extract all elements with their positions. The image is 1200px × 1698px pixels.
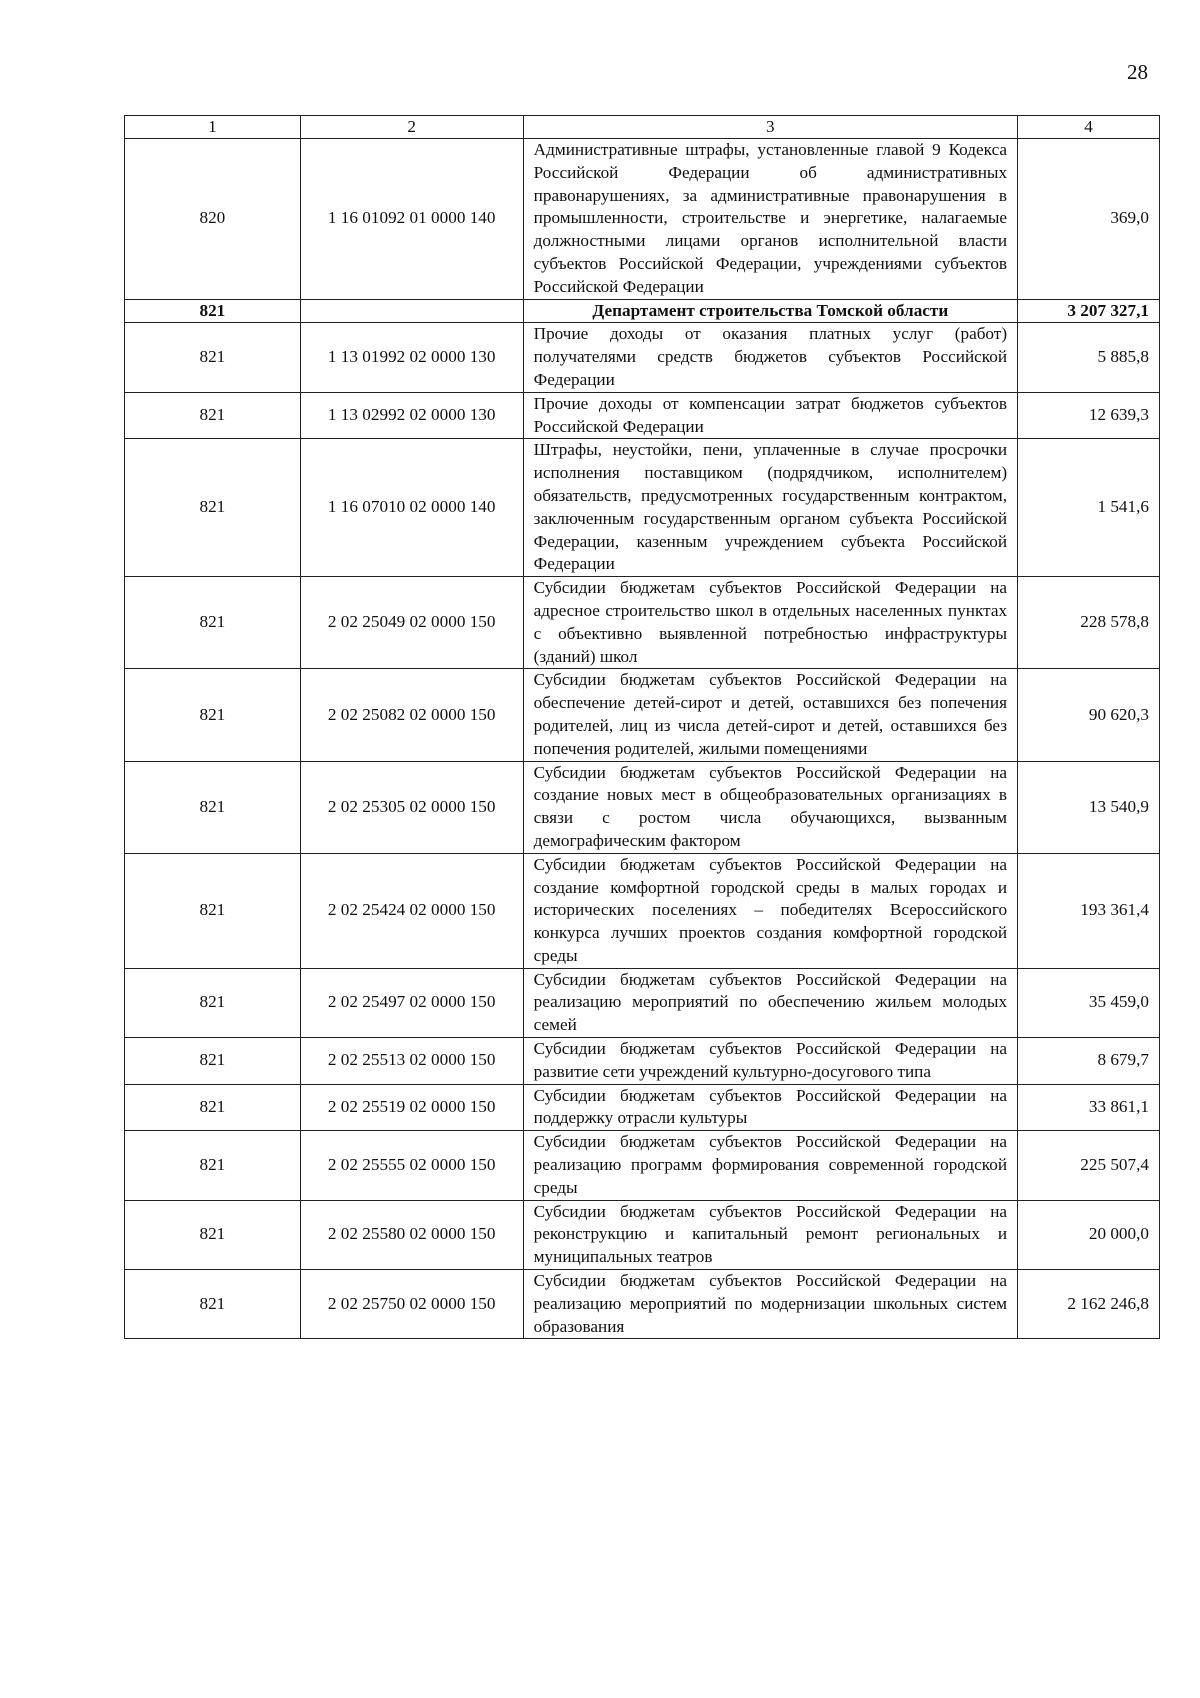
budget-code-cell: 2 02 25049 02 0000 150 [300,577,523,669]
column-number-2: 2 [300,116,523,139]
amount-cell: 13 540,9 [1018,761,1160,853]
budget-code-cell: 2 02 25082 02 0000 150 [300,669,523,761]
department-name-cell: Департамент строительства Томской области [523,299,1017,323]
admin-code-cell: 821 [125,1131,301,1200]
description-cell: Субсидии бюджетам субъектов Российской Федерации на реализацию мероприятий по модернизации школьных систем образования [523,1270,1017,1339]
description-cell: Субсидии бюджетам субъектов Российской Федерации на поддержку отрасли культуры [523,1084,1017,1131]
column-number-1: 1 [125,116,301,139]
admin-code-cell: 821 [125,853,301,968]
amount-cell: 35 459,0 [1018,968,1160,1037]
table-row [125,323,1160,392]
amount-cell: 1 541,6 [1018,439,1160,577]
table-row [125,1270,1160,1339]
amount-cell: 369,0 [1018,139,1160,300]
table-row [125,439,1160,577]
description-cell: Прочие доходы от оказания платных услуг (работ) получателями средств бюджетов субъектов Российской Федерации [523,323,1017,392]
budget-code-cell: 2 02 25580 02 0000 150 [300,1200,523,1269]
column-number-4: 4 [1018,116,1160,139]
budget-code-cell: 2 02 25497 02 0000 150 [300,968,523,1037]
department-row [125,299,1160,323]
budget-code-cell [300,299,523,323]
description-cell: Субсидии бюджетам субъектов Российской Федерации на адресное строительство школ в отдельных населенных пунктах с объективно выявленной потребностью инфраструктуры (зданий) школ [523,577,1017,669]
description-cell: Субсидии бюджетам субъектов Российской Федерации на создание комфортной городской среды в малых городах и исторических поселениях – победителях Всероссийского конкурса лучших проектов создания комфортной городской среды [523,853,1017,968]
table-row [125,1084,1160,1131]
description-cell: Прочие доходы от компенсации затрат бюджетов субъектов Российской Федерации [523,392,1017,439]
budget-code-cell: 1 16 01092 01 0000 140 [300,139,523,300]
table-row [125,853,1160,968]
description-cell: Субсидии бюджетам субъектов Российской Федерации на реконструкцию и капитальный ремонт региональных и муниципальных театров [523,1200,1017,1269]
budget-code-cell: 2 02 25305 02 0000 150 [300,761,523,853]
amount-cell: 12 639,3 [1018,392,1160,439]
budget-code-cell: 2 02 25519 02 0000 150 [300,1084,523,1131]
department-total-cell: 3 207 327,1 [1018,299,1160,323]
budget-code-cell: 1 13 02992 02 0000 130 [300,392,523,439]
budget-table [124,115,1160,1339]
admin-code-cell: 820 [125,139,301,300]
admin-code-cell: 821 [125,968,301,1037]
budget-code-cell: 2 02 25424 02 0000 150 [300,853,523,968]
description-cell: Административные штрафы, установленные главой 9 Кодекса Российской Федерации об административных правонарушениях, за административные правонарушения в промышленности, строительстве и энергетике, налагаемые должностными лицами органов исполнительной власти субъектов Российской Федерации, учреждениями субъектов Российской Федерации [523,139,1017,300]
table-row [125,577,1160,669]
description-cell: Штрафы, неустойки, пени, уплаченные в случае просрочки исполнения поставщиком (подрядчиком, исполнителем) обязательств, предусмотренных государственным контрактом, заключенным государственным органом субъекта Российской Федерации, казенным учреждением субъекта Российской Федерации [523,439,1017,577]
table-row [125,761,1160,853]
admin-code-cell: 821 [125,439,301,577]
admin-code-cell: 821 [125,392,301,439]
amount-cell: 8 679,7 [1018,1038,1160,1085]
admin-code-cell: 821 [125,1084,301,1131]
admin-code-cell: 821 [125,1270,301,1339]
admin-code-cell: 821 [125,577,301,669]
description-cell: Субсидии бюджетам субъектов Российской Федерации на создание новых мест в общеобразовательных организациях в связи с ростом числа обучающихся, вызванным демографическим фактором [523,761,1017,853]
description-cell: Субсидии бюджетам субъектов Российской Федерации на развитие сети учреждений культурно-досугового типа [523,1038,1017,1085]
budget-code-cell: 1 16 07010 02 0000 140 [300,439,523,577]
budget-code-cell: 1 13 01992 02 0000 130 [300,323,523,392]
table-row [125,1200,1160,1269]
table-row [125,1131,1160,1200]
admin-code-cell: 821 [125,1038,301,1085]
description-cell: Субсидии бюджетам субъектов Российской Федерации на обеспечение детей-сирот и детей, оставшихся без попечения родителей, лиц из числа детей-сирот и детей, оставшихся без попечения родителей, жилыми помещениями [523,669,1017,761]
table-row [125,392,1160,439]
page-number: 28 [1127,60,1148,84]
table-row [125,968,1160,1037]
amount-cell: 33 861,1 [1018,1084,1160,1131]
amount-cell: 90 620,3 [1018,669,1160,761]
amount-cell: 193 361,4 [1018,853,1160,968]
table-row [125,669,1160,761]
amount-cell: 20 000,0 [1018,1200,1160,1269]
table-header-row [125,116,1160,139]
admin-code-cell: 821 [125,323,301,392]
admin-code-cell: 821 [125,669,301,761]
admin-code-cell: 821 [125,1200,301,1269]
amount-cell: 2 162 246,8 [1018,1270,1160,1339]
budget-code-cell: 2 02 25750 02 0000 150 [300,1270,523,1339]
budget-code-cell: 2 02 25513 02 0000 150 [300,1038,523,1085]
amount-cell: 228 578,8 [1018,577,1160,669]
amount-cell: 225 507,4 [1018,1131,1160,1200]
description-cell: Субсидии бюджетам субъектов Российской Федерации на реализацию мероприятий по обеспечению жильем молодых семей [523,968,1017,1037]
admin-code-cell: 821 [125,761,301,853]
budget-code-cell: 2 02 25555 02 0000 150 [300,1131,523,1200]
column-number-3: 3 [523,116,1017,139]
description-cell: Субсидии бюджетам субъектов Российской Федерации на реализацию программ формирования современной городской среды [523,1131,1017,1200]
admin-code-cell: 821 [125,299,301,323]
table-row [125,1038,1160,1085]
table-row [125,139,1160,300]
amount-cell: 5 885,8 [1018,323,1160,392]
